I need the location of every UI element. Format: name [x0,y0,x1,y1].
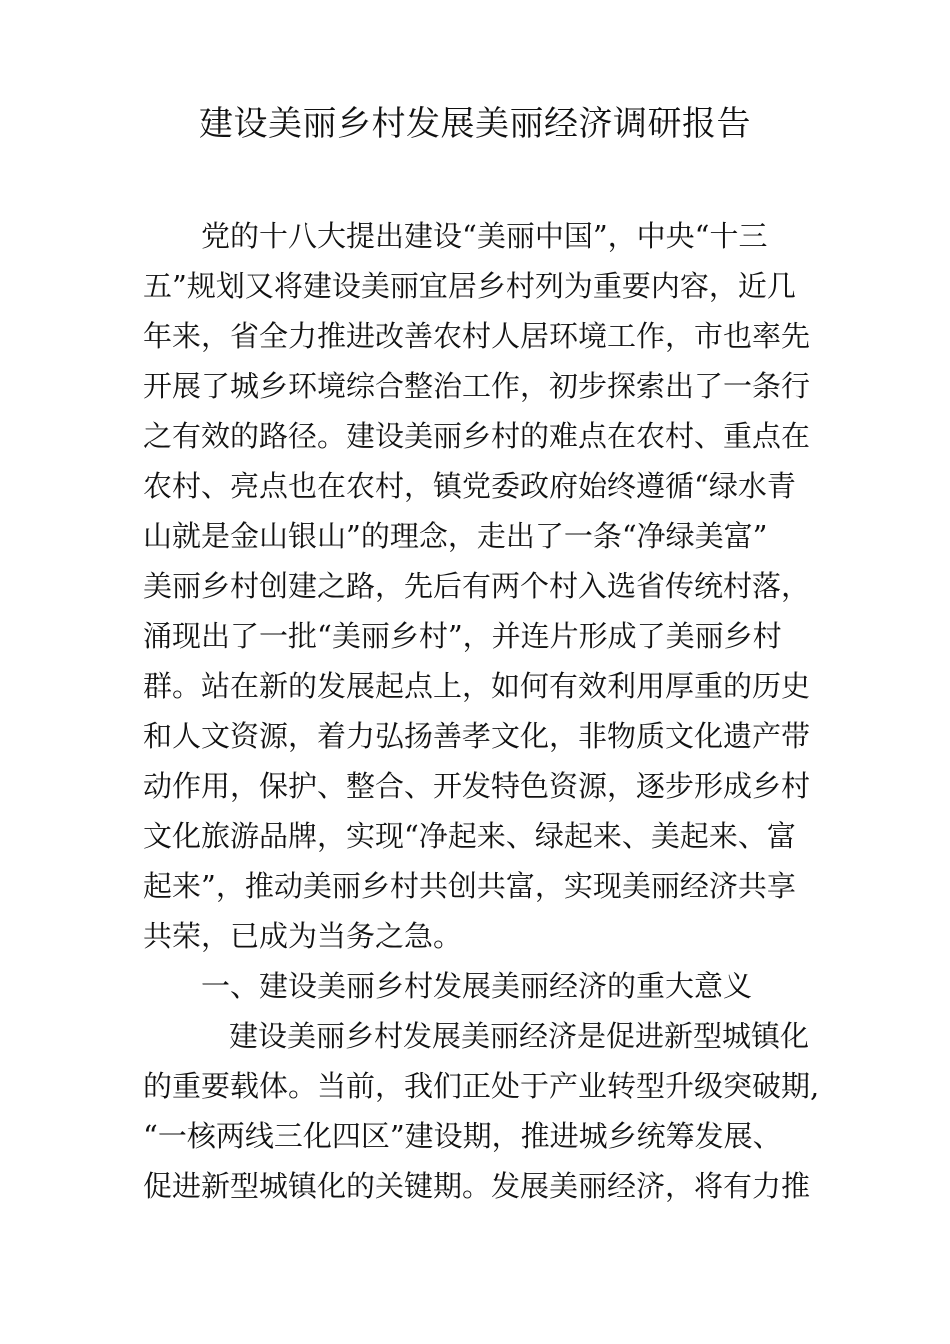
body-line: 和人文资源，着力弘扬善孝文化，非物质文化遗产带 [143,719,811,753]
body-line: 农村、亮点也在农村，镇党委政府始终遵循“绿水青 [143,469,796,503]
body-line: 五”规划又将建设美丽宜居乡村列为重要内容，近几 [143,269,796,303]
body-line: 年来，省全力推进改善农村人居环境工作，市也率先 [143,319,811,353]
body-line: 的重要载体。当前，我们正处于产业转型升级突破期, [143,1069,820,1103]
body-line: 涌现出了一批“美丽乡村”，并连片形成了美丽乡村 [143,619,782,653]
body-line: 群。站在新的发展起点上，如何有效利用厚重的历史 [143,669,811,703]
body-line: 美丽乡村创建之路，先后有两个村入选省传统村落， [143,569,811,603]
document-title: 建设美丽乡村发展美丽经济调研报告 [199,104,751,144]
body-line: 山就是金山银山”的理念，走出了一条“净绿美富” [143,519,768,553]
body-line: 开展了城乡环境综合整治工作，初步探索出了一条行 [143,369,811,403]
body-line: “一核两线三化四区”建设期，推进城乡统筹发展、 [143,1119,782,1153]
body-line: 动作用，保护、整合、开发特色资源，逐步形成乡村 [143,769,811,803]
body-line: 共荣，已成为当务之急。 [143,919,463,953]
body-line: 文化旅游品牌，实现“净起来、绿起来、美起来、富 [143,819,796,853]
body-line: 促进新型城镇化的关键期。发展美丽经济，将有力推 [143,1169,811,1203]
body-line: 起来”，推动美丽乡村共创共富，实现美丽经济共享 [143,869,796,903]
section-heading: 一、建设美丽乡村发展美丽经济的重大意义 [201,969,753,1003]
body-line: 之有效的路径。建设美丽乡村的难点在农村、重点在 [143,419,811,453]
body-line: 建设美丽乡村发展美丽经济是促进新型城镇化 [229,1019,810,1053]
body-line: 党的十八大提出建设“美丽中国”，中央“十三 [201,219,768,253]
